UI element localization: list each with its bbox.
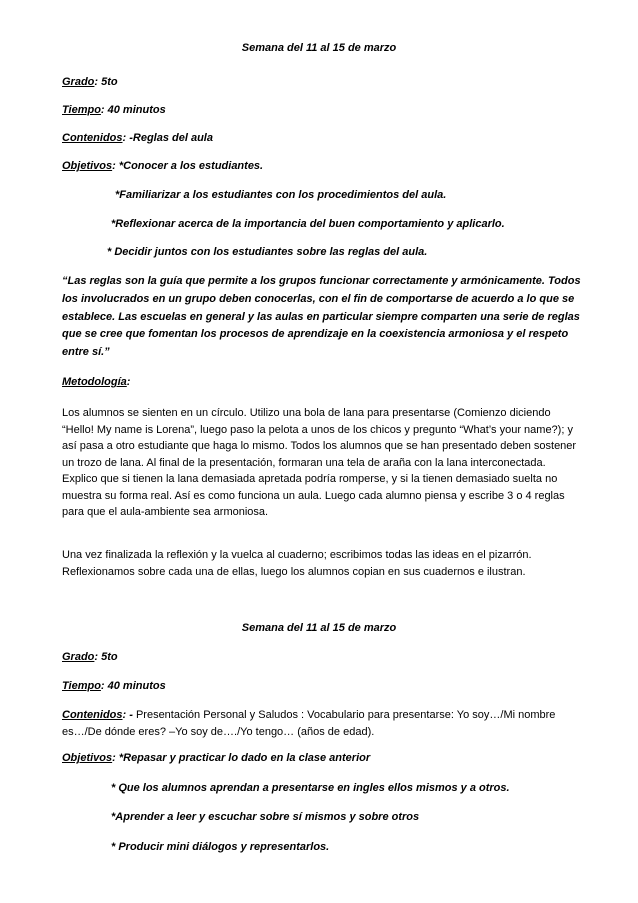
objetivos-label: Objetivos <box>62 160 113 172</box>
contenidos-value: : -Reglas del aula <box>122 132 213 144</box>
week-heading-2: Semana del 11 al 15 de marzo <box>241 622 397 634</box>
grado-value: : 5to <box>94 651 118 663</box>
objetivos-value: : *Conocer a los estudiantes. <box>112 160 264 172</box>
metodologia-label: Metodología <box>62 376 127 388</box>
grado-value: : 5to <box>94 76 118 88</box>
objetivo-item: *Aprender a leer y escuchar sobre sí mismos y sobre otros <box>111 811 420 823</box>
contenidos-value: Presentación Personal y Saludos : Vocabulario para presentarse: Yo soy…/Mi nombre es…/De dónde eres? –Yo soy de…./Yo tengo… (años de edad). <box>62 709 556 738</box>
tiempo-value: : 40 minutos <box>100 680 166 692</box>
contenidos-label: Contenidos <box>62 132 123 144</box>
objetivo-item: *Reflexionar acerca de la importancia del buen comportamiento y aplicarlo. <box>111 218 505 230</box>
grado-line-2 <box>62 651 118 663</box>
rules-quote: “Las reglas son la guía que permite a los grupos funcionar correctamente y armónicamente. Todos los involucrados en un grupo deben conocerlas, con el fin de comportarse de acuerdo a lo que se establece. Las escuelas en general y las aulas en particular siempre comparten una serie de reglas que se cree que fomentan los procesos de aprendizaje en la coexistencia armoniosa y el respeto entre sí.” <box>62 275 581 359</box>
tiempo-label: Tiempo <box>62 104 101 116</box>
objetivo-item: *Familiarizar a los estudiantes con los procedimientos del aula. <box>115 189 447 201</box>
tiempo-line-2 <box>62 680 166 692</box>
reflection-paragraph: Una vez finalizada la reflexión y la vuelca al cuaderno; escribimos todas las ideas en el pizarrón. Reflexionamos sobre cada una de ellas, luego los alumnos copian en sus cuadernos e ilustran. <box>62 549 532 578</box>
week-heading: Semana del 11 al 15 de marzo <box>241 42 397 54</box>
grado-label: Grado <box>62 651 95 663</box>
metodologia-heading <box>62 376 130 388</box>
metodologia-paragraph: Los alumnos se sienten en un círculo. Utilizo una bola de lana para presentarse (Comienzo diciendo “Hello! My name is Lorena”, luego paso la pelota a unos de los chicos y pregunto “What’s your name?); y así pasa a otro estudiante que haga lo mismo. Todos los alumnos que se han presentado deben sostener un trozo de lana. Al final de la presentación, formaran una tela de araña con la lana interconectada. Explico que si tienen la lana demasiada apretada podría romperse, y si la tienen demasiado suelta no muestra su forma real. Así es como funciona un aula. Luego cada alumno piensa y escribe 3 o 4 reglas para que el aula-ambiente sea armoniosa. <box>62 407 577 518</box>
objetivos-value: : *Repasar y practicar lo dado en la clase anterior <box>112 752 371 764</box>
grado-label: Grado <box>62 76 95 88</box>
objetivo-item: * Que los alumnos aprendan a presentarse en ingles ellos mismos y a otros. <box>111 782 510 794</box>
contenidos-line-2 <box>62 707 592 740</box>
tiempo-label: Tiempo <box>62 680 101 692</box>
metodologia-colon: : <box>126 376 131 388</box>
contenidos-colon: : - <box>122 709 133 721</box>
objetivo-item: * Producir mini diálogos y representarlos. <box>111 841 330 853</box>
grado-line <box>62 76 118 88</box>
tiempo-value: : 40 minutos <box>100 104 166 116</box>
objetivo-item: * Decidir juntos con los estudiantes sobre las reglas del aula. <box>107 246 428 258</box>
objetivos-line <box>62 160 263 172</box>
objetivos-label: Objetivos <box>62 752 113 764</box>
objetivos-line-2 <box>62 752 370 764</box>
contenidos-label: Contenidos <box>62 709 123 721</box>
contenidos-line <box>62 132 213 144</box>
tiempo-line <box>62 104 166 116</box>
